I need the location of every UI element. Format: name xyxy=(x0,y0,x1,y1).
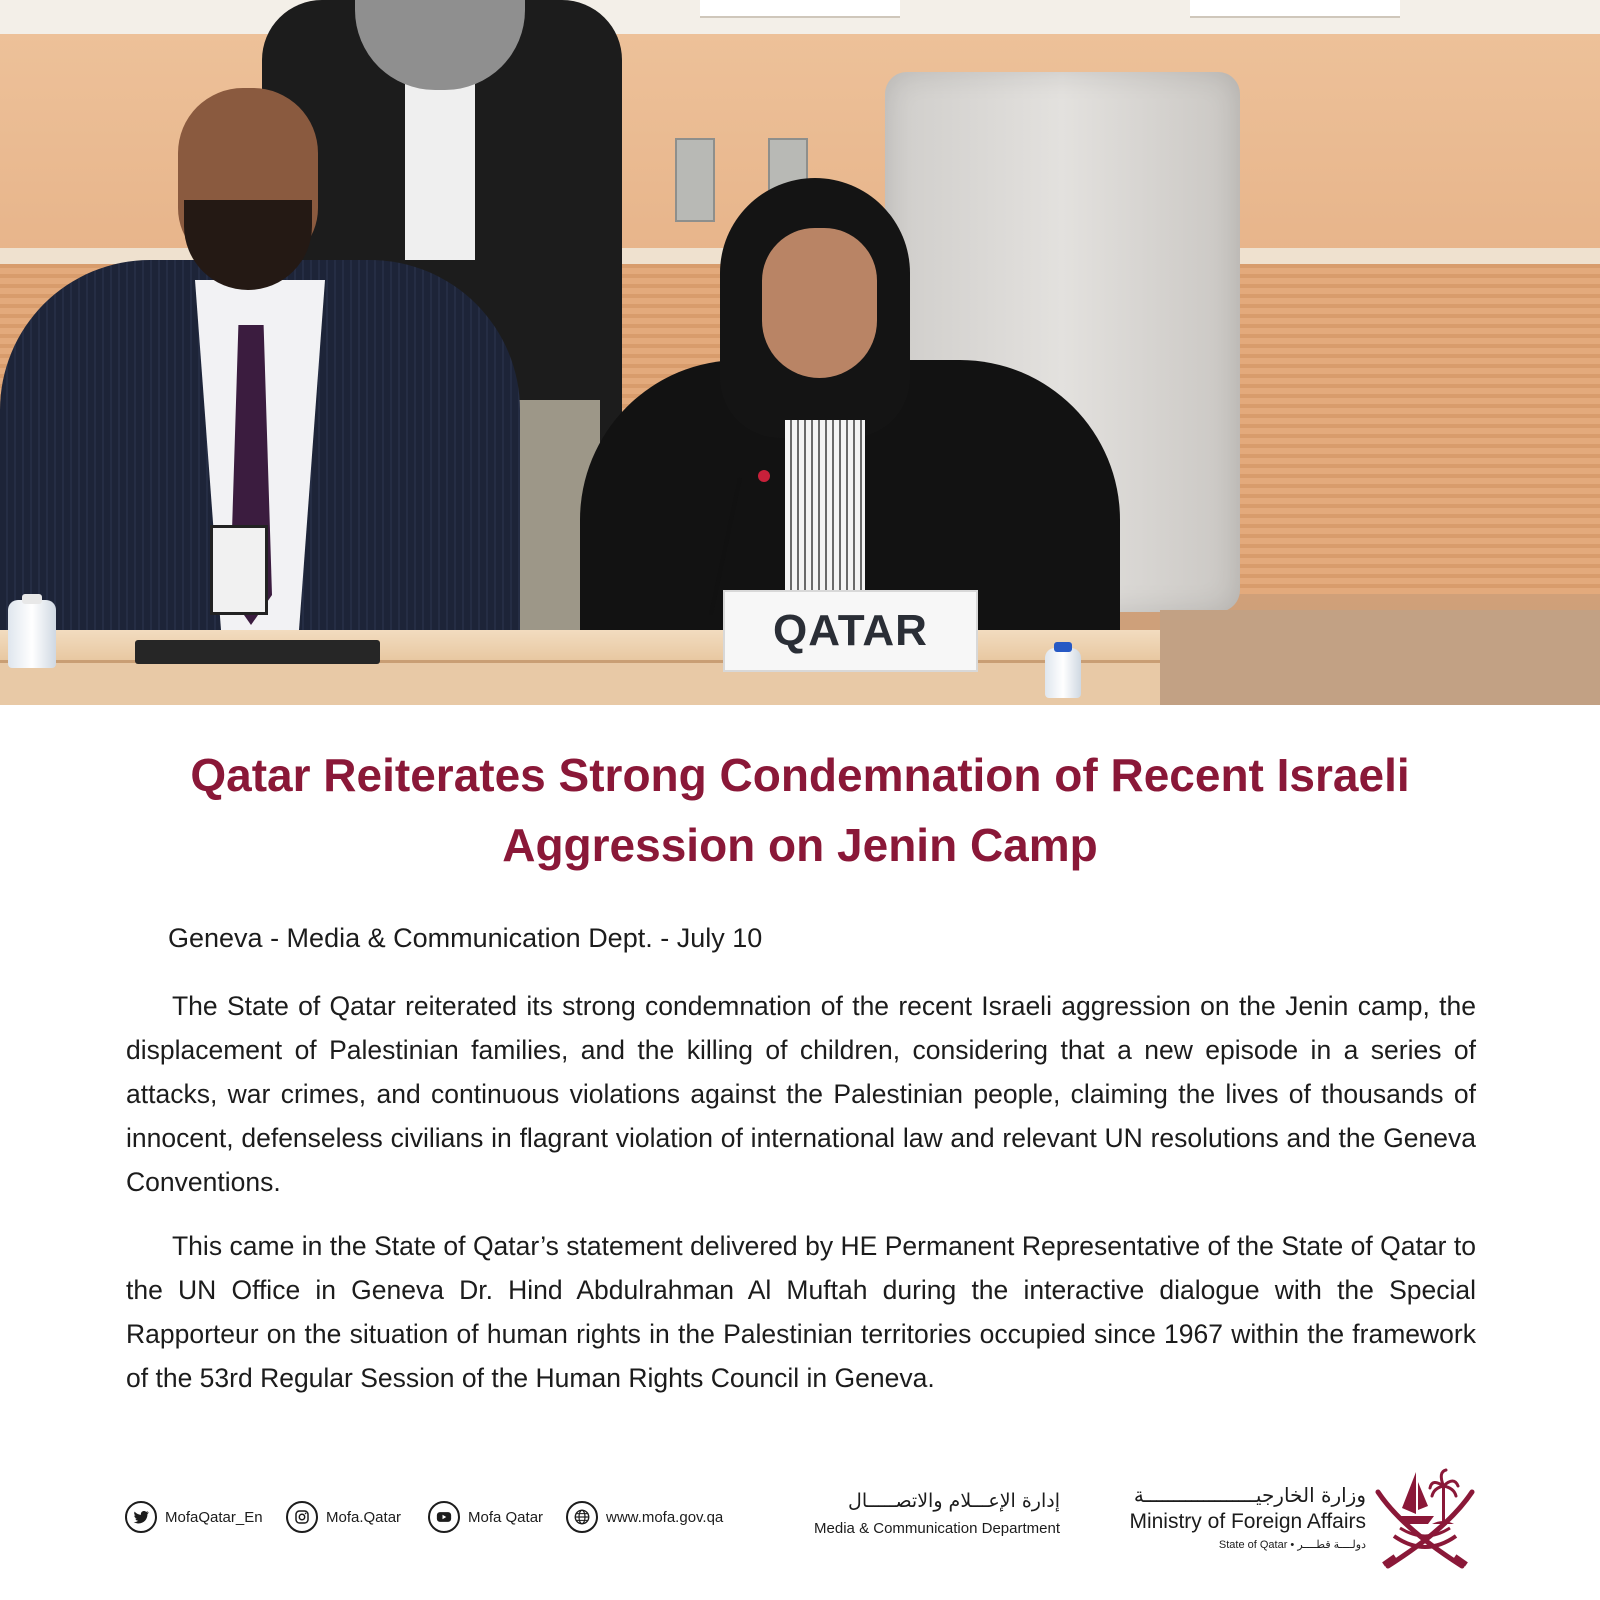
globe-icon xyxy=(566,1501,598,1533)
country-nameplate: QATAR xyxy=(723,590,978,672)
department-name-english: Media & Communication Department xyxy=(814,1520,1060,1537)
water-bottle xyxy=(1045,648,1081,698)
headline-line-1: Qatar Reiterates Strong Condemnation of Recent Israeli xyxy=(190,749,1410,801)
background-nameplate xyxy=(700,0,900,18)
speaker-face xyxy=(762,228,877,378)
background-nameplate xyxy=(1190,0,1400,18)
footer xyxy=(0,1450,1600,1600)
ministry-logo xyxy=(1100,1482,1366,1551)
website-label: www.mofa.gov.qa xyxy=(606,1508,724,1526)
social-label: MofaQatar_En xyxy=(165,1508,263,1526)
body-paragraph-2: This came in the State of Qatar’s statement delivered by HE Permanent Representative of the State of Qatar to the UN Office in Geneva Dr. Hind Abdulrahman Al Muftah during the interactive dialogue with the Special Rapporteur on the situation of human rights in the Palestinian territories occupied since 1967 within the framework of the 53rd Regular Session of the Human Rights Council in Geneva. xyxy=(126,1231,1476,1393)
department-name-arabic: إدارة الإعـــلام والاتصـــــال xyxy=(848,1490,1060,1512)
water-bottle xyxy=(8,600,56,668)
article-headline xyxy=(100,740,1500,880)
microphone-light xyxy=(758,470,770,482)
id-badge xyxy=(210,525,268,615)
header-photo xyxy=(0,0,1600,705)
state-of-qatar-label: State of Qatar • دولــــة قطــــر xyxy=(1218,1539,1366,1551)
ministry-name-english: Ministry of Foreign Affairs xyxy=(1129,1510,1366,1533)
qatar-emblem-icon xyxy=(1372,1458,1478,1574)
bottle-cap xyxy=(1054,642,1072,652)
website-link[interactable] xyxy=(566,1500,723,1534)
desk-control-panel xyxy=(675,138,715,222)
desk-front xyxy=(0,660,1160,705)
desk-side xyxy=(1160,610,1600,705)
department-logo xyxy=(790,1488,1060,1537)
social-instagram[interactable] xyxy=(286,1500,401,1534)
social-label: Mofa.Qatar xyxy=(326,1508,402,1526)
ministry-name-arabic: وزارة الخارجيـــــــــــــــــــة xyxy=(1133,1483,1366,1507)
social-label: Mofa Qatar xyxy=(468,1508,544,1526)
dateline: Geneva - Media & Communication Dept. - July 10 xyxy=(168,923,763,953)
social-youtube[interactable] xyxy=(428,1500,543,1534)
bottle-cap xyxy=(22,594,42,604)
instagram-icon xyxy=(286,1501,318,1533)
standing-person-shirt xyxy=(405,60,475,260)
twitter-icon xyxy=(125,1501,157,1533)
youtube-icon xyxy=(428,1501,460,1533)
background-desk-strip xyxy=(0,0,1600,34)
body-paragraph-1: The State of Qatar reiterated its strong condemnation of the recent Israeli aggression on the Jenin camp, the displacement of Palestinian families, and the killing of children, considering that a new episode in a series of attacks, war crimes, and continuous violations against the Palestinian people, claiming the lives of thousands of innocent, defenseless civilians in flagrant violation of international law and relevant UN resolutions and the Geneva Conventions. xyxy=(126,991,1476,1197)
headline-line-2: Aggression on Jenin Camp xyxy=(502,819,1098,871)
social-twitter[interactable] xyxy=(125,1500,263,1534)
speaker-blouse xyxy=(785,420,865,610)
desk-monitor xyxy=(135,640,380,664)
